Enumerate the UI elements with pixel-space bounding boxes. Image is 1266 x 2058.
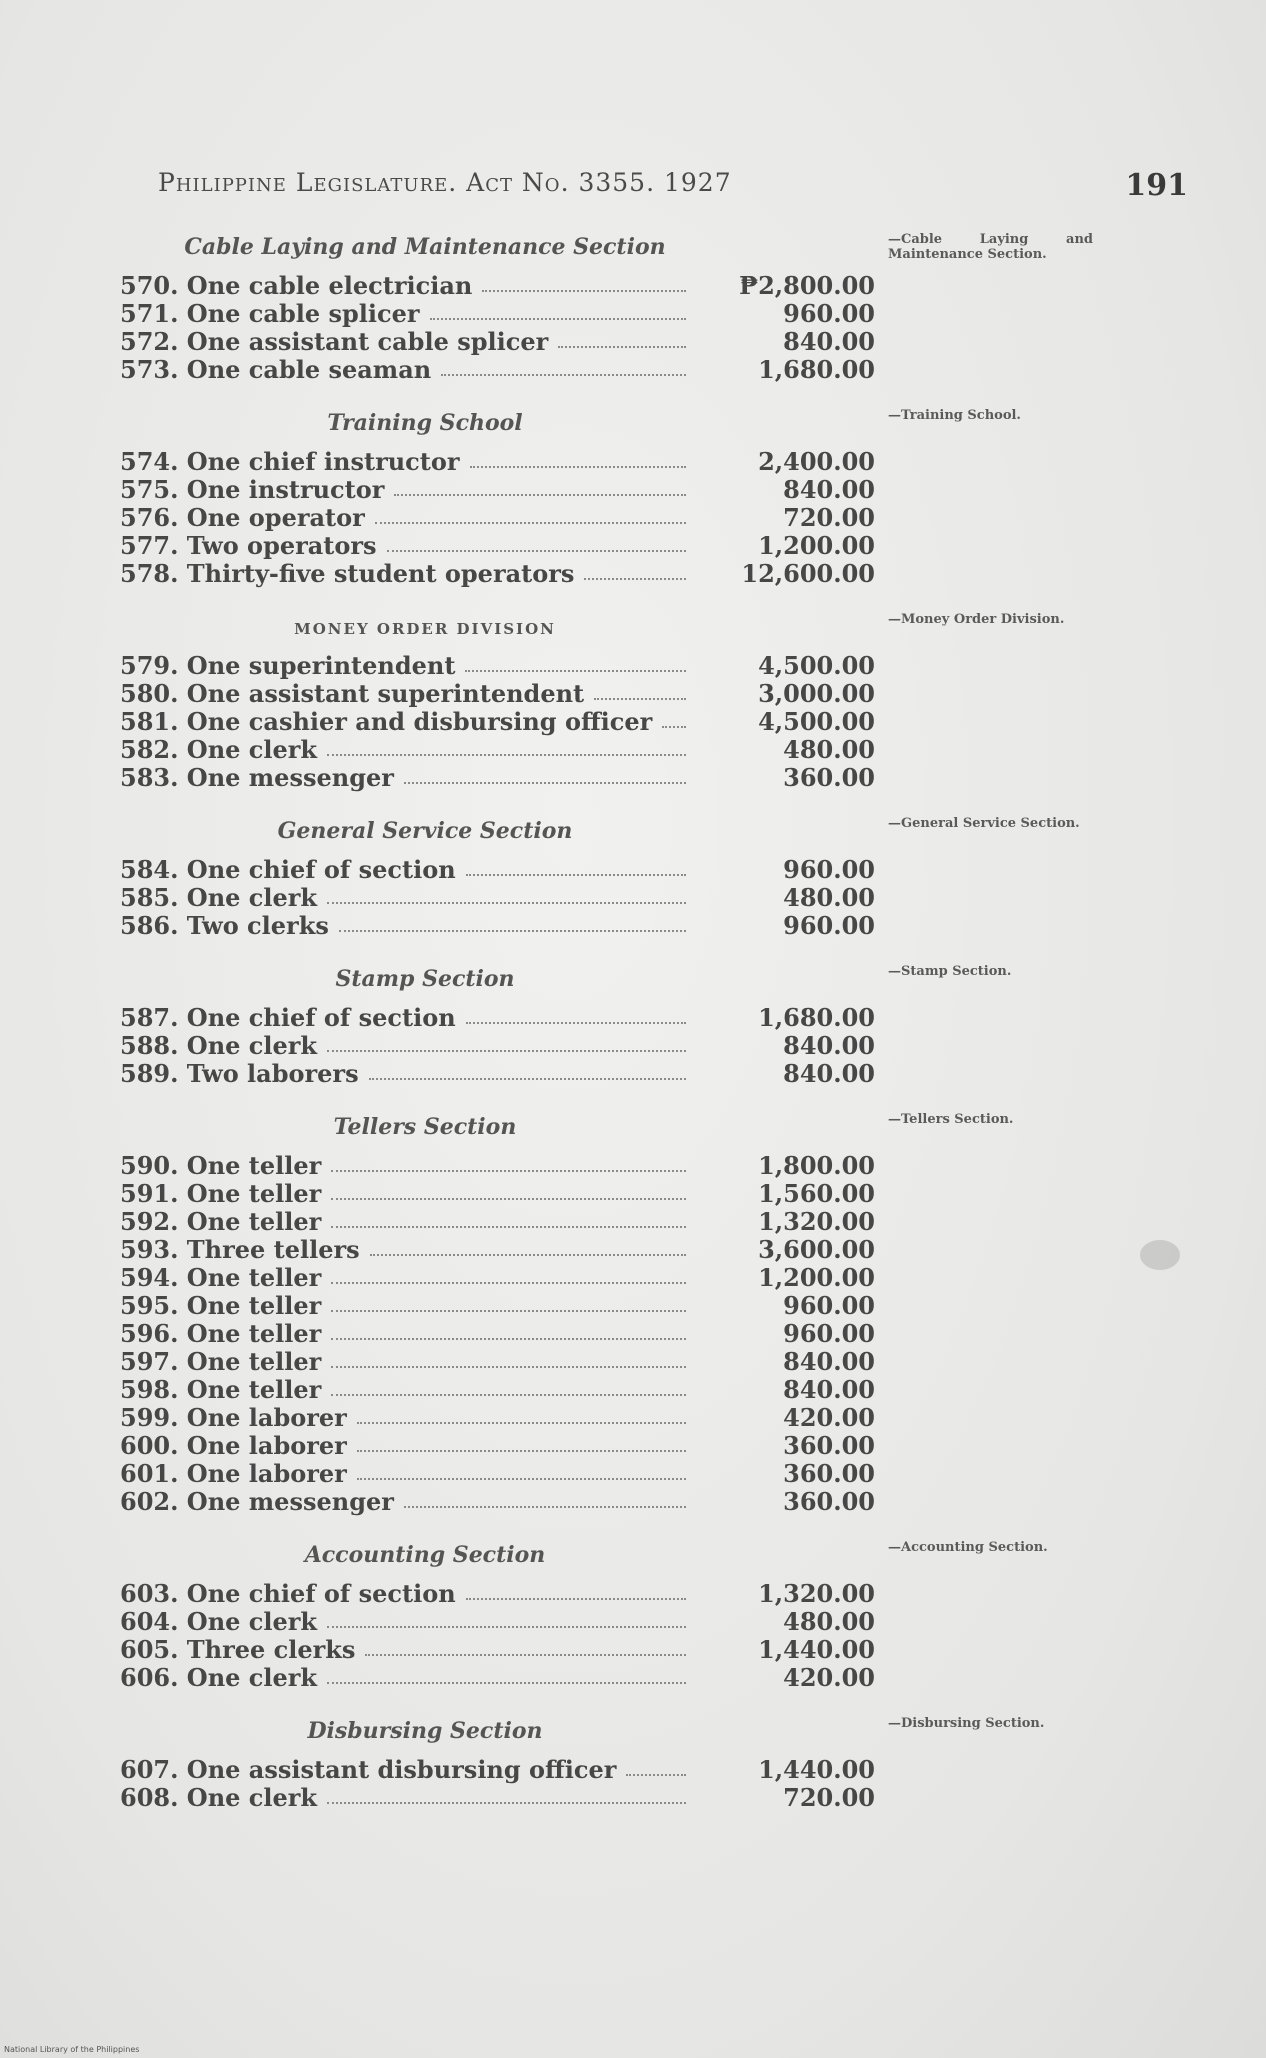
line-item (120, 1348, 1130, 1376)
line-item-amount: 840.00 (783, 1375, 875, 1404)
line-item-amount: 1,800.00 (758, 1151, 875, 1180)
section-heading (120, 1712, 1130, 1756)
margin-note: —Tellers Section. (888, 1112, 1014, 1127)
line-item-amount: 840.00 (783, 475, 875, 504)
line-item (120, 1236, 1130, 1264)
line-item-text: 591. One teller (120, 1180, 322, 1208)
margin-note: —Accounting Section. (888, 1540, 1048, 1555)
line-item (120, 1264, 1130, 1292)
section (120, 960, 1130, 1108)
line-item (120, 1432, 1130, 1460)
line-item-text: 583. One messenger (120, 764, 394, 792)
line-item-amount: 360.00 (783, 1459, 875, 1488)
section-heading (120, 228, 1130, 272)
line-item-text: 604. One clerk (120, 1608, 318, 1636)
line-item-text: 588. One clerk (120, 1032, 318, 1060)
line-item (120, 504, 1130, 532)
section (120, 404, 1130, 608)
line-item-amount: 2,400.00 (758, 447, 875, 476)
line-item (120, 1404, 1130, 1432)
running-head: Philippine Legislature. Act No. 3355. 1927 (158, 168, 732, 197)
section-items (120, 1580, 1130, 1712)
line-item (120, 1376, 1130, 1404)
line-item (120, 884, 1130, 912)
line-item-text: 592. One teller (120, 1208, 322, 1236)
line-item-text: 599. One laborer (120, 1404, 347, 1432)
line-item-amount: 840.00 (783, 1031, 875, 1060)
section-title: General Service Section (277, 818, 573, 844)
line-item-amount: 1,440.00 (758, 1635, 875, 1664)
line-item-amount: 720.00 (783, 1783, 875, 1812)
page-smudge (1140, 1240, 1180, 1270)
section-title: Disbursing Section (307, 1718, 543, 1744)
section-title: Tellers Section (333, 1114, 517, 1140)
line-item-amount: 1,680.00 (758, 355, 875, 384)
line-item-text: 595. One teller (120, 1292, 322, 1320)
line-item (120, 1208, 1130, 1236)
line-item-amount: 960.00 (783, 855, 875, 884)
line-item (120, 1032, 1130, 1060)
section-items (120, 856, 1130, 960)
section-title: Accounting Section (304, 1542, 546, 1568)
line-item-text: 575. One instructor (120, 476, 385, 504)
section-heading (120, 608, 1130, 652)
line-item-text: 597. One teller (120, 1348, 322, 1376)
line-item-text: 598. One teller (120, 1376, 322, 1404)
line-item-text: 584. One chief of section (120, 856, 456, 884)
line-item-amount: 480.00 (783, 1607, 875, 1636)
line-item-text: 593. Three tellers (120, 1236, 360, 1264)
section-heading (120, 812, 1130, 856)
line-item-amount: 360.00 (783, 1431, 875, 1460)
line-item (120, 356, 1130, 384)
line-item (120, 532, 1130, 560)
line-item-amount: 1,440.00 (758, 1755, 875, 1784)
section-title: MONEY ORDER DIVISION (294, 620, 556, 638)
section-title: Training School (327, 410, 523, 436)
margin-note: —Money Order Division. (888, 612, 1065, 627)
line-item (120, 1664, 1130, 1692)
line-item-amount: 720.00 (783, 503, 875, 532)
line-item-text: 576. One operator (120, 504, 365, 532)
line-item-amount: 360.00 (783, 1487, 875, 1516)
line-item (120, 1636, 1130, 1664)
line-item (120, 476, 1130, 504)
line-item-text: 586. Two clerks (120, 912, 329, 940)
section (120, 1536, 1130, 1712)
line-item (120, 1180, 1130, 1208)
line-item (120, 764, 1130, 792)
line-item-text: 590. One teller (120, 1152, 322, 1180)
line-item-text: 581. One cashier and disbursing officer (120, 708, 653, 736)
line-item-amount: 960.00 (783, 1319, 875, 1348)
section-items (120, 272, 1130, 404)
margin-note: —Disbursing Section. (888, 1716, 1045, 1731)
line-item-amount: 1,560.00 (758, 1179, 875, 1208)
line-item-text: 605. Three clerks (120, 1636, 356, 1664)
line-item (120, 1292, 1130, 1320)
line-item-amount: ₱2,800.00 (739, 271, 875, 300)
line-item-amount: 3,600.00 (758, 1235, 875, 1264)
line-item-text: 607. One assistant disbursing officer (120, 1756, 617, 1784)
line-item (120, 1152, 1130, 1180)
page-number: 191 (1125, 168, 1188, 203)
line-item (120, 1580, 1130, 1608)
line-item-amount: 420.00 (783, 1663, 875, 1692)
line-item (120, 272, 1130, 300)
line-item-amount: 960.00 (783, 1291, 875, 1320)
line-item (120, 1060, 1130, 1088)
line-item (120, 680, 1130, 708)
line-item (120, 1320, 1130, 1348)
section-title: Cable Laying and Maintenance Section (184, 234, 666, 260)
line-item-text: 603. One chief of section (120, 1580, 456, 1608)
line-item-amount: 1,200.00 (758, 1263, 875, 1292)
margin-note: —Cable Laying and Maintenance Section. (888, 232, 1093, 262)
line-item-text: 589. Two laborers (120, 1060, 359, 1088)
line-item-amount: 480.00 (783, 735, 875, 764)
line-item-text: 579. One superintendent (120, 652, 456, 680)
line-item (120, 1608, 1130, 1636)
line-item-amount: 960.00 (783, 911, 875, 940)
line-item-text: 573. One cable seaman (120, 356, 432, 384)
line-item (120, 300, 1130, 328)
line-item-text: 577. Two operators (120, 532, 377, 560)
section-title: Stamp Section (335, 966, 515, 992)
margin-note: —Stamp Section. (888, 964, 1012, 979)
line-item (120, 1488, 1130, 1516)
line-item-amount: 840.00 (783, 1347, 875, 1376)
section (120, 1108, 1130, 1536)
line-item-amount: 12,600.00 (741, 559, 875, 588)
line-item-amount: 480.00 (783, 883, 875, 912)
section-items (120, 1152, 1130, 1536)
line-item-text: 600. One laborer (120, 1432, 347, 1460)
section-items (120, 448, 1130, 608)
line-item-amount: 3,000.00 (758, 679, 875, 708)
line-item (120, 856, 1130, 884)
section (120, 228, 1130, 404)
line-item-text: 570. One cable electrician (120, 272, 473, 300)
line-item (120, 708, 1130, 736)
line-item-text: 608. One clerk (120, 1784, 318, 1812)
section-heading (120, 1536, 1130, 1580)
line-item-text: 571. One cable splicer (120, 300, 420, 328)
line-item-text: 585. One clerk (120, 884, 318, 912)
line-item (120, 1004, 1130, 1032)
section-items (120, 1756, 1130, 1832)
line-item-text: 587. One chief of section (120, 1004, 456, 1032)
line-item (120, 448, 1130, 476)
line-item-text: 602. One messenger (120, 1488, 394, 1516)
line-item-text: 578. Thirty-five student operators (120, 560, 575, 588)
line-item-amount: 4,500.00 (758, 707, 875, 736)
line-item-amount: 840.00 (783, 327, 875, 356)
line-item-amount: 840.00 (783, 1059, 875, 1088)
section-heading (120, 1108, 1130, 1152)
line-item (120, 912, 1130, 940)
line-item (120, 560, 1130, 588)
line-item (120, 1784, 1130, 1812)
appropriation-list (120, 228, 1130, 1832)
footer-credit: National Library of the Philippines (4, 2045, 140, 2054)
line-item (120, 1460, 1130, 1488)
margin-note: —General Service Section. (888, 816, 1080, 831)
section-items (120, 1004, 1130, 1108)
line-item-amount: 1,320.00 (758, 1579, 875, 1608)
margin-note: —Training School. (888, 408, 1021, 423)
line-item-amount: 4,500.00 (758, 651, 875, 680)
line-item-text: 606. One clerk (120, 1664, 318, 1692)
section (120, 608, 1130, 812)
line-item-amount: 360.00 (783, 763, 875, 792)
line-item-text: 580. One assistant superintendent (120, 680, 585, 708)
line-item-text: 596. One teller (120, 1320, 322, 1348)
line-item-amount: 1,320.00 (758, 1207, 875, 1236)
section-heading (120, 404, 1130, 448)
line-item-text: 574. One chief instructor (120, 448, 460, 476)
line-item-amount: 1,680.00 (758, 1003, 875, 1032)
line-item-text: 601. One laborer (120, 1460, 347, 1488)
section-items (120, 652, 1130, 812)
line-item (120, 736, 1130, 764)
line-item-text: 594. One teller (120, 1264, 322, 1292)
section (120, 1712, 1130, 1832)
line-item-amount: 960.00 (783, 299, 875, 328)
running-header (158, 168, 1188, 208)
section-heading (120, 960, 1130, 1004)
line-item (120, 652, 1130, 680)
line-item-amount: 1,200.00 (758, 531, 875, 560)
line-item (120, 328, 1130, 356)
line-item (120, 1756, 1130, 1784)
section (120, 812, 1130, 960)
line-item-text: 572. One assistant cable splicer (120, 328, 549, 356)
line-item-text: 582. One clerk (120, 736, 318, 764)
line-item-amount: 420.00 (783, 1403, 875, 1432)
